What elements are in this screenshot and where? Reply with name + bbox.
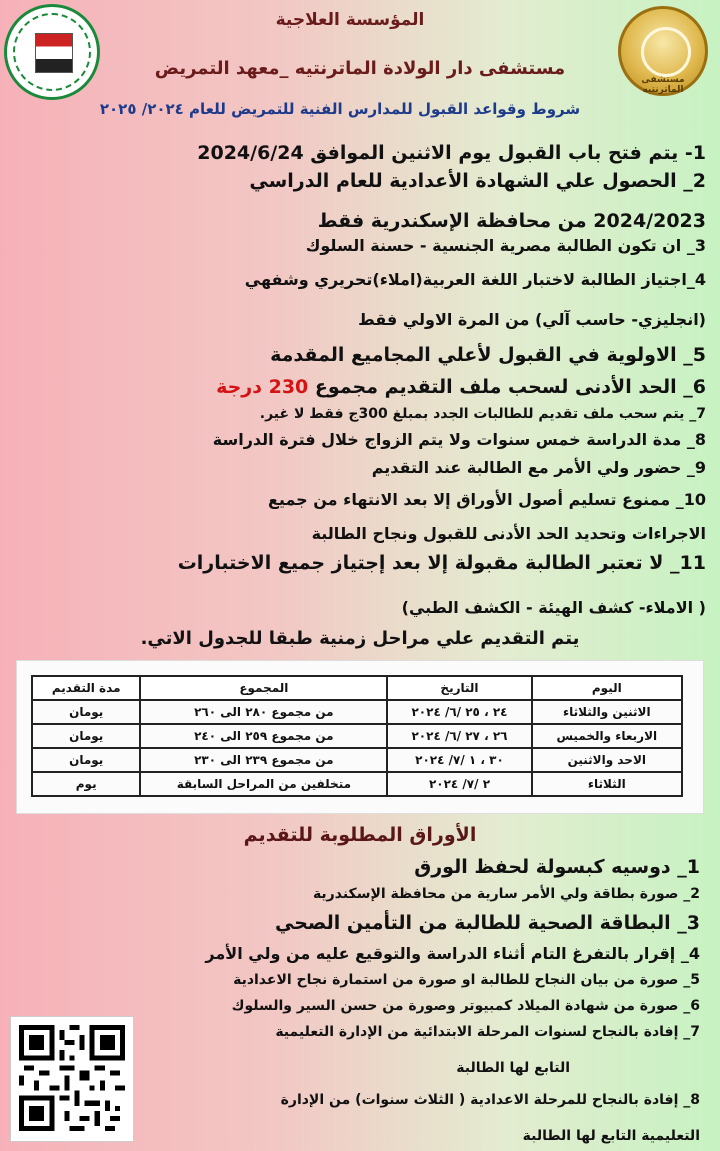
schedule-intro: يتم التقديم علي مراحل زمنية طبقا للجدول الاتي. [140, 628, 580, 649]
schedule-table [16, 660, 704, 814]
header-total: المجموع [140, 676, 387, 700]
document-6: 6_ صورة من شهادة الميلاد كمبيوتر وصورة من حسن السير والسلوك [231, 998, 700, 1014]
cell-duration: يومان [32, 700, 140, 724]
rule-2: 2_ الحصول علي الشهادة الأعدادية للعام الدراسي [249, 170, 706, 192]
hospital-logo-caption: مستشفى الماترنتيه [641, 75, 685, 95]
cell-total: من مجموع ٢٥٩ الى ٢٤٠ [140, 724, 387, 748]
header-duration: مدة التقديم [32, 676, 140, 700]
table-header-row [32, 676, 682, 700]
rule-4: 4_اجتياز الطالبة لاختبار اللغة العربية(املاء)تحريري وشفهي [244, 270, 706, 289]
document-8: 8_ إفادة بالنجاح للمرحلة الاعدادية ( الثلاث سنوات) من الإدارة [280, 1092, 700, 1108]
rule-8: 8_ مدة الدراسة خمس سنوات ولا يتم الزواج خلال فترة الدراسة [212, 430, 706, 449]
cell-duration: يومان [32, 748, 140, 772]
cell-date: ٢٦ ، ٢٧ /٦/ ٢٠٢٤ [387, 724, 531, 748]
document-1: 1_ دوسيه كبسولة لحفظ الورق [414, 856, 700, 878]
rule-7: 7_ يتم سحب ملف تقديم للطالبات الجدد بمبلغ 300ج فقط لا غير. [259, 406, 706, 422]
rule-4-continued: (انجليزي- حاسب آلي) من المرة الاولي فقط [358, 310, 706, 329]
cell-date: ٣٠ ، ١ /٧/ ٢٠٢٤ [387, 748, 531, 772]
documents-title: الأوراق المطلوبة للتقديم [243, 824, 477, 846]
document-3: 3_ البطاقة الصحية للطالبة من التأمين الصحي [274, 912, 700, 934]
table-row [32, 724, 682, 748]
table-row [32, 748, 682, 772]
document-8-continued: التعليمية التابع لها الطالبة [522, 1128, 700, 1144]
institution-name: المؤسسة العلاجية [275, 10, 425, 30]
document-7: 7_ إفادة بالنجاح لسنوات المرحلة الابتدائية من الإدارة التعليمية [275, 1024, 700, 1040]
table-row [32, 772, 682, 796]
hospital-name: مستشفى دار الولادة الماترنتيه _معهد التمريض [154, 58, 566, 79]
rule-10: 10_ ممنوع تسليم أصول الأوراق إلا بعد الانتهاء من جميع [267, 490, 706, 509]
hospital-logo [618, 6, 708, 96]
rule-5: 5_ الاولوية في القبول لأعلي المجاميع المقدمة [270, 344, 706, 366]
header-date: التاريخ [387, 676, 531, 700]
minimum-score: 230 درجة [216, 376, 309, 398]
document-4: 4_ إقرار بالتفرغ التام أثناء الدراسة والتوقيع عليه من ولي الأمر [205, 944, 700, 963]
table-row [32, 700, 682, 724]
cell-date: ٢٤ ، ٢٥ /٦/ ٢٠٢٤ [387, 700, 531, 724]
rule-2-continued: 2024/2023 من محافظة الإسكندرية فقط [317, 210, 706, 232]
rule-6-text: 6_ الحد الأدنى لسحب ملف التقديم مجموع [314, 376, 706, 398]
cell-day: الاثنين والثلاثاء [532, 700, 682, 724]
page-title: شروط وقواعد القبول للمدارس الفنية للتمريض للعام ٢٠٢٤/ ٢٠٢٥ [99, 100, 581, 118]
rule-3: 3_ ان تكون الطالبة مصرية الجنسية - حسنة السلوك [305, 236, 706, 255]
rule-1: 1- يتم فتح باب القبول يوم الاثنين الموافق 2024/6/24 [197, 142, 706, 164]
organization-logo [4, 4, 100, 100]
cell-duration: يوم [32, 772, 140, 796]
cell-day: الاحد والاثنين [532, 748, 682, 772]
cell-total: من مجموع ٢٨٠ الى ٢٦٠ [140, 700, 387, 724]
cell-day: الاربعاء والخميس [532, 724, 682, 748]
cell-day: الثلاثاء [532, 772, 682, 796]
rule-11-continued: ( الاملاء- كشف الهيئة - الكشف الطبي) [401, 598, 706, 617]
cell-duration: يومان [32, 724, 140, 748]
rule-11: 11_ لا تعتبر الطالبة مقبولة إلا بعد إجتياز جميع الاختبارات [177, 552, 706, 574]
header-day: اليوم [532, 676, 682, 700]
qr-code [10, 1016, 134, 1142]
cell-date: ٢ /٧/ ٢٠٢٤ [387, 772, 531, 796]
rule-9: 9_ حضور ولي الأمر مع الطالبة عند التقديم [371, 458, 706, 477]
cell-total: متخلفين من المراحل السابقة [140, 772, 387, 796]
rule-10-continued: الاجراءات وتحديد الحد الأدنى للقبول ونجاح الطالبة [311, 524, 706, 543]
document-5: 5_ صورة من بيان النجاح للطالبة او صورة من استمارة نجاح الاعدادية [233, 972, 700, 988]
document-7-continued: التابع لها الطالبة [456, 1060, 570, 1076]
rule-6 [216, 376, 706, 398]
document-2: 2_ صورة بطاقة ولي الأمر سارية من محافظة الإسكندرية [312, 886, 700, 902]
cell-total: من مجموع ٢٣٩ الى ٢٣٠ [140, 748, 387, 772]
